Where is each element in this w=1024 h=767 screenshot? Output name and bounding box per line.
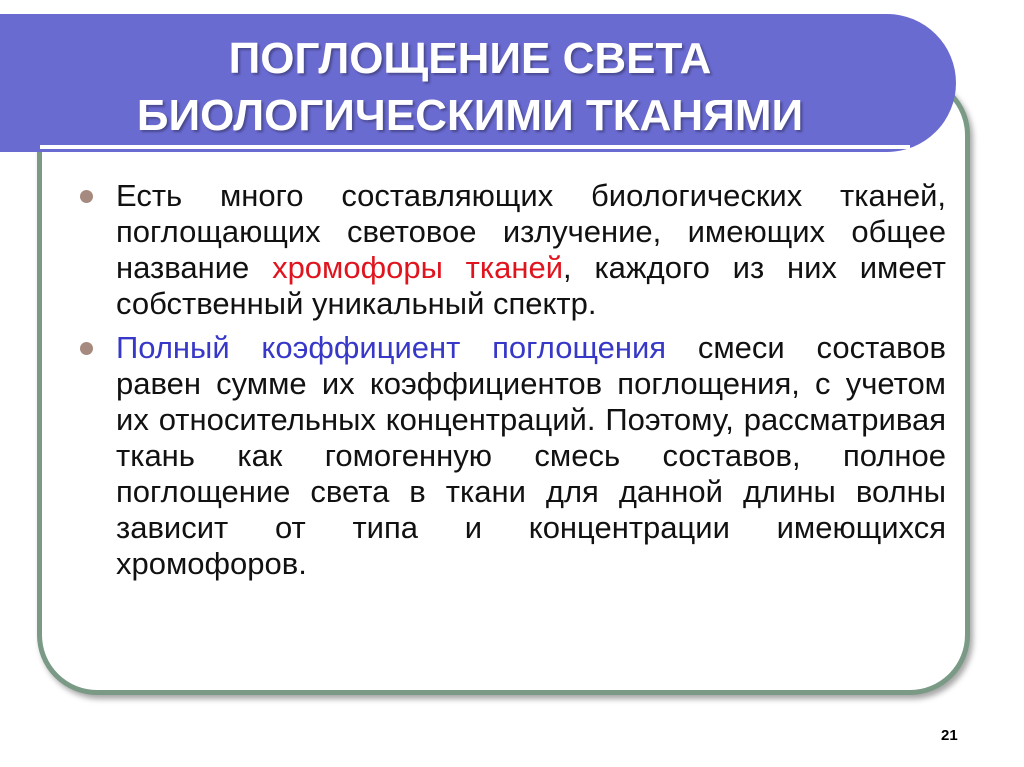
slide-title xyxy=(40,30,900,144)
bullet-item-absorption-coefficient xyxy=(76,330,946,582)
title-banner xyxy=(0,14,956,152)
title-line-1: ПОГЛОЩЕНИЕ СВЕТА xyxy=(228,34,712,83)
bullet-item-chromophores xyxy=(76,178,946,322)
slide-number: 21 xyxy=(941,727,958,744)
bullet-1-text-before: Есть много составляющих биологических тканей, поглощающих световое излучение, имеющих общее название xyxy=(116,178,946,285)
bullet-list xyxy=(76,178,946,590)
term-tissue-chromophores: хромофоры тканей xyxy=(272,250,564,285)
title-underline xyxy=(40,145,910,149)
title-line-2: БИОЛОГИЧЕСКИМИ ТКАНЯМИ xyxy=(136,91,804,140)
bullet-dot xyxy=(80,342,93,355)
term-total-absorption-coefficient: Полный коэффициент поглощения xyxy=(116,330,667,365)
bullet-2-text-after: смеси составов равен сумме их коэффициентов поглощения, с учетом их относительных концентраций. Поэтому, рассматривая ткань как гомогенную смесь составов, полное поглощение света в ткани для данной длины волны зависит от типа и концентрации имеющихся хромофоров. xyxy=(116,330,947,581)
bullet-1-text-after: , каждого из них имеет собственный уникальный спектр. xyxy=(116,250,946,321)
bullet-dot xyxy=(80,190,93,203)
